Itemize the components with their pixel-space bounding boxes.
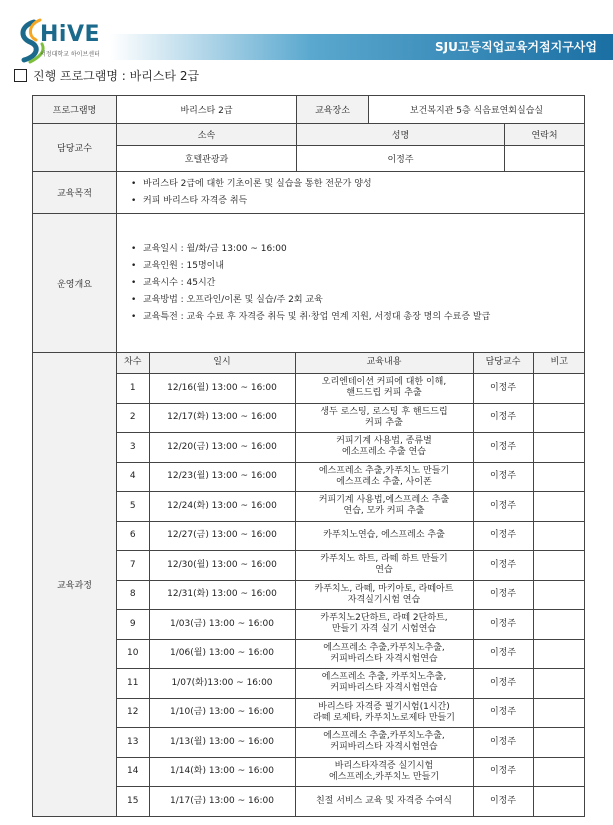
- session-professor: 이정주: [473, 551, 533, 581]
- list-item: • 교육일시 : 월/화/금 13:00 ~ 16:00: [143, 241, 584, 258]
- session-no: 2: [117, 403, 149, 433]
- session-professor: 이정주: [473, 639, 533, 669]
- program-name-value: 바리스타 2급: [117, 96, 297, 124]
- content-header: 교육내용: [295, 353, 473, 374]
- session-no: 1: [117, 374, 149, 404]
- overview-row: [33, 214, 585, 353]
- session-content-line: 친절 서비스 교육 및 자격증 수여식: [315, 795, 453, 806]
- no-header: 차수: [117, 353, 149, 374]
- table-row: [117, 728, 585, 758]
- session-content: [295, 551, 473, 581]
- session-date: 12/23(월) 13:00 ~ 16:00: [149, 462, 295, 492]
- session-content: [295, 433, 473, 463]
- session-professor: 이정주: [473, 669, 533, 699]
- session-content-line: 에소프레소 추출 연습: [342, 447, 426, 458]
- session-content: [295, 403, 473, 433]
- session-content: [295, 669, 473, 699]
- session-content: [295, 787, 473, 816]
- list-item: • 커피 바리스타 자격증 취득: [143, 193, 584, 210]
- purpose-content: [117, 172, 585, 214]
- session-content: [295, 462, 473, 492]
- session-content-line: 오리엔테이션 커피에 대한 이해,: [321, 377, 447, 387]
- purpose-list: [123, 176, 584, 210]
- session-date: 12/16(월) 13:00 ~ 16:00: [149, 374, 295, 404]
- session-content-line: 연습: [375, 565, 393, 576]
- header-banner: [110, 34, 613, 60]
- session-professor: 이정주: [473, 610, 533, 640]
- session-content-line: 커피 추출: [365, 417, 403, 428]
- logo-text: HiVE: [40, 22, 101, 47]
- session-no: 3: [117, 433, 149, 463]
- curriculum-content: [117, 353, 585, 817]
- contact-header: 연락처: [505, 124, 585, 146]
- table-row: [117, 551, 585, 581]
- session-note: [533, 728, 585, 758]
- session-content-line: 커피바리스타 자격시험연습: [330, 742, 438, 753]
- curriculum-row: [33, 353, 585, 817]
- session-date: 12/17(화) 13:00 ~ 16:00: [149, 403, 295, 433]
- session-content: [295, 639, 473, 669]
- session-content-line: 연습, 모카 커피 추출: [343, 506, 425, 517]
- schedule-table: [117, 353, 585, 816]
- session-no: 12: [117, 698, 149, 728]
- session-date: 1/10(금) 13:00 ~ 16:00: [149, 698, 295, 728]
- schedule-header-row: [117, 353, 585, 374]
- session-content-line: 커피바리스타 자격시험연습: [330, 683, 438, 694]
- session-date: 12/27(금) 13:00 ~ 16:00: [149, 521, 295, 551]
- banner-title: SJU고등직업교육거점지구사업: [435, 40, 597, 54]
- table-row: [117, 492, 585, 522]
- program-row: [33, 96, 585, 124]
- session-content-line: 카푸치노, 라떼, 마키아토, 라떼아트: [314, 583, 454, 594]
- session-note: [533, 492, 585, 522]
- session-date: 1/17(금) 13:00 ~ 16:00: [149, 787, 295, 816]
- session-note: [533, 610, 585, 640]
- session-note: [533, 757, 585, 787]
- session-no: 10: [117, 639, 149, 669]
- session-no: 14: [117, 757, 149, 787]
- table-row: [117, 374, 585, 404]
- session-professor: 이정주: [473, 492, 533, 522]
- session-content-line: 자격실기시험 연습: [347, 594, 421, 605]
- professor-name-value: 이정주: [297, 146, 505, 172]
- session-note: [533, 698, 585, 728]
- list-item: • 바리스타 2급에 대한 기초이론 및 실습을 통한 전문가 양성: [143, 176, 584, 193]
- session-content: [295, 374, 473, 404]
- table-row: [117, 433, 585, 463]
- session-content-line: 만들기 자격 실기 시험연습: [331, 624, 437, 635]
- overview-list: [123, 241, 584, 326]
- session-date: 12/20(금) 13:00 ~ 16:00: [149, 433, 295, 463]
- table-row: [117, 669, 585, 699]
- professor-header: 담당교수: [473, 353, 533, 374]
- table-row: [117, 610, 585, 640]
- place-value: 보건복지관 5층 식음료연회실습실: [369, 96, 585, 124]
- table-row: [117, 403, 585, 433]
- session-content: [295, 757, 473, 787]
- session-content-line: 에스프레소,카푸치노 만들기: [328, 771, 440, 782]
- table-row: [117, 639, 585, 669]
- session-note: [533, 521, 585, 551]
- session-date: 1/14(화) 13:00 ~ 16:00: [149, 757, 295, 787]
- session-note: [533, 580, 585, 610]
- session-content-line: 핸드드립 커피 추출: [346, 388, 422, 399]
- session-content-line: 에스프레소 추출, 카푸치노추출,: [321, 672, 447, 682]
- session-content-line: 에스프레소 추출,카푸치노추출,: [323, 642, 445, 653]
- session-no: 6: [117, 521, 149, 551]
- session-content-line: 커피바리스타 자격시험연습: [330, 653, 438, 664]
- session-date: 1/03(금) 13:00 ~ 16:00: [149, 610, 295, 640]
- session-date: 12/30(월) 13:00 ~ 16:00: [149, 551, 295, 581]
- note-header: 비고: [533, 353, 585, 374]
- session-note: [533, 787, 585, 816]
- contact-value: [505, 146, 585, 172]
- program-name-label: 프로그램명: [33, 96, 117, 124]
- session-note: [533, 639, 585, 669]
- session-date: 1/13(월) 13:00 ~ 16:00: [149, 728, 295, 758]
- session-no: 7: [117, 551, 149, 581]
- section-title: [14, 67, 199, 84]
- page-header: [0, 0, 613, 66]
- session-note: [533, 462, 585, 492]
- list-item: • 교육방법 : 오프라인/이론 및 실습/주 2회 교육: [143, 292, 584, 309]
- date-header: 일시: [149, 353, 295, 374]
- session-professor: 이정주: [473, 698, 533, 728]
- session-professor: 이정주: [473, 757, 533, 787]
- session-professor: 이정주: [473, 787, 533, 816]
- session-date: 1/07(화)13:00 ~ 16:00: [149, 669, 295, 699]
- place-label: 교육장소: [297, 96, 369, 124]
- name-header: 성명: [297, 124, 505, 146]
- session-content: [295, 698, 473, 728]
- session-professor: 이정주: [473, 462, 533, 492]
- curriculum-label: 교육과정: [33, 353, 117, 817]
- session-content-line: 카푸치노 하트, 라떼 하트 만들기: [320, 554, 448, 564]
- session-content-line: 에스프레소 추출,카푸치노추출,: [323, 731, 445, 741]
- session-content-line: 커피기계 사용법, 종류별: [336, 436, 432, 446]
- session-content: [295, 728, 473, 758]
- session-content-line: 에스프레소 추출, 사이폰: [336, 476, 432, 487]
- session-content-line: 라떼 로제타, 카푸치노로제타 만들기: [313, 712, 455, 723]
- session-no: 4: [117, 462, 149, 492]
- session-date: 1/06(월) 13:00 ~ 16:00: [149, 639, 295, 669]
- table-row: [117, 757, 585, 787]
- program-table: [32, 95, 585, 817]
- program-title-text: 진행 프로그램명 : 바리스타 2급: [33, 69, 200, 83]
- session-content-line: 카푸치노연습, 에스프레소 추출: [323, 530, 445, 541]
- table-row: [117, 787, 585, 816]
- session-content-line: 카푸치노2단하트, 라떼 2단하트,: [320, 613, 448, 623]
- list-item: • 교육시수 : 45시간: [143, 275, 584, 292]
- session-professor: 이정주: [473, 374, 533, 404]
- table-row: [117, 580, 585, 610]
- session-note: [533, 669, 585, 699]
- session-content-line: 에스프레소 추출,카푸치노 만들기: [318, 465, 450, 476]
- purpose-row: [33, 172, 585, 214]
- session-no: 15: [117, 787, 149, 816]
- session-note: [533, 433, 585, 463]
- list-item: • 교육인원 : 15명이내: [143, 258, 584, 275]
- session-note: [533, 403, 585, 433]
- session-content: [295, 492, 473, 522]
- session-no: 5: [117, 492, 149, 522]
- session-content-line: 바리스타자격증 실기시험: [334, 760, 434, 771]
- session-no: 13: [117, 728, 149, 758]
- session-content: [295, 521, 473, 551]
- professor-header-row: [33, 124, 585, 146]
- session-note: [533, 374, 585, 404]
- session-content-line: 커피기계 사용법,에스프레소 추출: [318, 495, 450, 505]
- checkbox-icon: [14, 69, 27, 82]
- session-content-line: 바리스타 자격증 필기시험(1시간): [318, 701, 450, 712]
- session-no: 8: [117, 580, 149, 610]
- session-content-line: 생두 로스팅, 로스팅 후 핸드드립: [320, 406, 448, 417]
- session-no: 11: [117, 669, 149, 699]
- session-professor: 이정주: [473, 521, 533, 551]
- session-professor: 이정주: [473, 433, 533, 463]
- session-content: [295, 580, 473, 610]
- logo-subtitle: 서정대학교 하이브센터: [40, 51, 100, 58]
- session-professor: 이정주: [473, 728, 533, 758]
- session-professor: 이정주: [473, 403, 533, 433]
- session-date: 12/31(화) 13:00 ~ 16:00: [149, 580, 295, 610]
- overview-content: [117, 214, 585, 353]
- session-professor: 이정주: [473, 580, 533, 610]
- list-item: • 교육특전 : 교육 수료 후 자격증 취득 및 취·창업 연계 지원, 서정대 총장 명의 수료증 발급: [143, 309, 584, 326]
- session-date: 12/24(화) 13:00 ~ 16:00: [149, 492, 295, 522]
- session-content: [295, 610, 473, 640]
- affiliation-value: 호텔관광과: [117, 146, 297, 172]
- professor-label: 담당교수: [33, 124, 117, 172]
- purpose-label: 교육목적: [33, 172, 117, 214]
- table-row: [117, 462, 585, 492]
- table-row: [117, 521, 585, 551]
- session-note: [533, 551, 585, 581]
- overview-label: 운영개요: [33, 214, 117, 353]
- table-row: [117, 698, 585, 728]
- affiliation-header: 소속: [117, 124, 297, 146]
- session-no: 9: [117, 610, 149, 640]
